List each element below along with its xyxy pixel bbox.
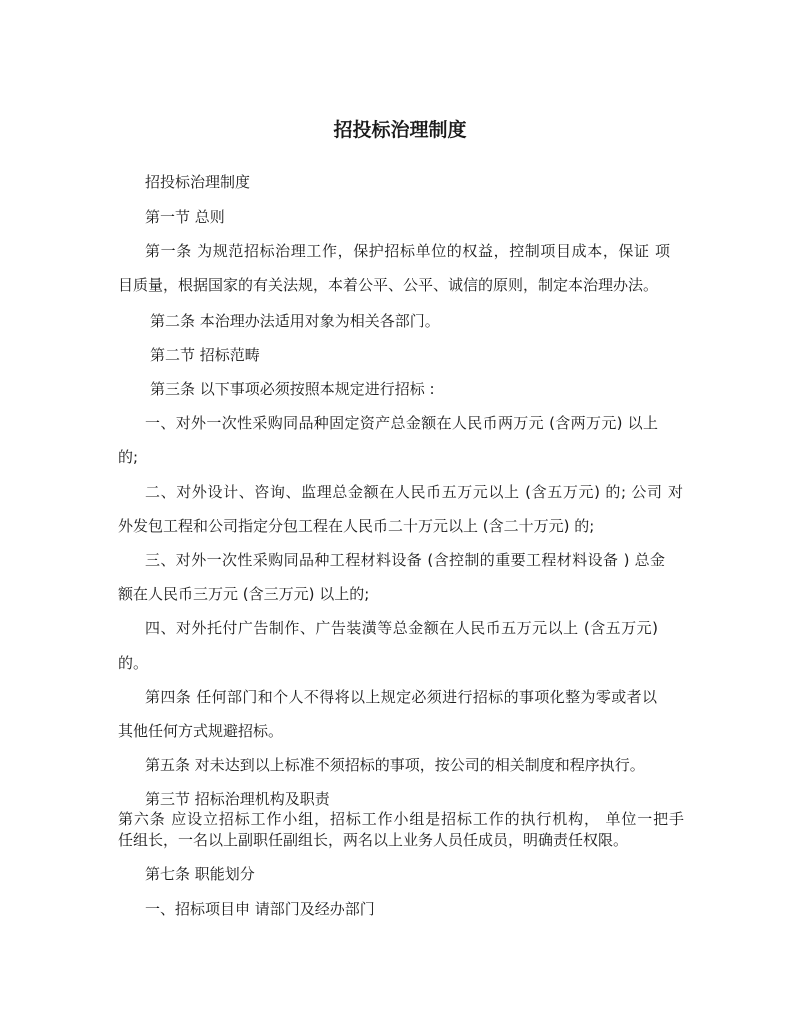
article-7: 第七条 职能划分 [145,865,255,883]
article-1-line-2: 目质量，根据国家的有关法规，本着公平、公平、诚信的原则，制定本治理办法。 [118,276,659,294]
list-item-4-line-1: 四、对外托付广告制作、广告装潢等总金额在人民币五万元以上 (含五万元) [145,619,658,637]
list-item-1-line-2: 的; [118,448,139,466]
article-4-line-1: 第四条 任何部门和个人不得将以上规定必须进行招标的事项化整为零或者以 [145,688,657,706]
article-2: 第二条 本治理办法适用对象为相关各部门。 [150,312,440,330]
article-6-line-2: 任组长，一名以上副职任副组长，两名以上业务人员任成员，明确责任权限。 [118,831,629,849]
article-4-line-2: 其他任何方式规避招标。 [118,722,284,740]
list-item-1-line-1: 一、对外一次性采购同品种固定资产总金额在人民币两万元 (含两万元) 以上 [145,414,658,432]
article-1-line-1: 第一条 为规范招标治理工作，保护招标单位的权益，控制项目成本，保证 项 [145,242,670,260]
list-item-3-line-2: 额在人民币三万元 (含三万元) 以上的; [118,585,370,603]
article-3: 第三条 以下事项必须按照本规定进行招标 : [150,380,435,398]
list-item-2-line-2: 外发包工程和公司指定分包工程在人民币二十万元以上 (含二十万元) 的; [118,517,595,535]
section-heading: 第一节 总则 [145,208,225,226]
article-5: 第五条 对未达到以上标准不须招标的事项，按公司的相关制度和程序执行。 [145,756,645,774]
article-6-line-1: 第六条 应设立招标工作小组，招标工作小组是招标工作的执行机构， 单位一把手 [118,810,684,828]
list-item-4-line-2: 的。 [118,654,149,672]
document-title: 招投标治理制度 [333,119,467,141]
section-heading: 第三节 招标治理机构及职责 [145,790,330,808]
list-item-3-line-1: 三、对外一次性采购同品种工程材料设备 (含控制的重要工程材料设备 ) 总金 [145,551,665,569]
section-heading-text: 招投标治理制度 [145,173,251,191]
list-item-heading: 一、招标项目申 请部门及经办部门 [145,900,375,918]
list-item-2-line-1: 二、对外设计、咨询、监理总金额在人民币五万元以上 (含五万元) 的; 公司 对 [145,483,683,501]
section-heading: 第二节 招标范畴 [150,346,260,364]
